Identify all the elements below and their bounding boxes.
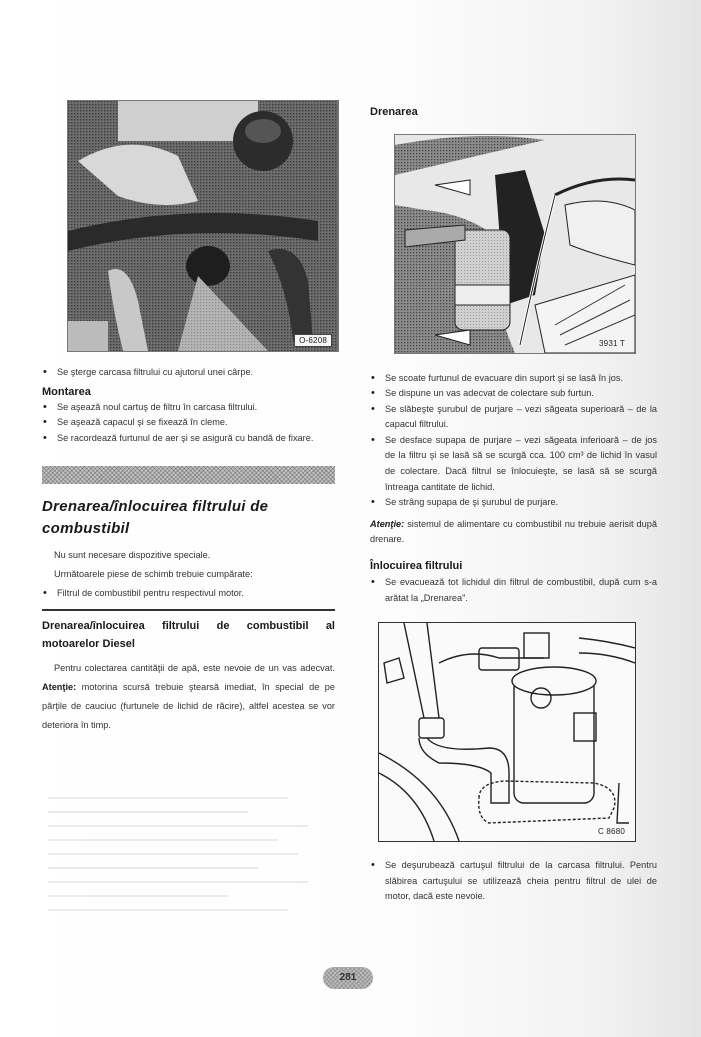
diesel-heading: Drenarea/înlocuirea filtrului de combustibil al motoarelor Diesel xyxy=(42,620,335,651)
montarea-list xyxy=(42,400,335,447)
page-number: 281 xyxy=(323,967,373,989)
drenarea-heading: Drenarea xyxy=(370,106,418,118)
bleed-through-text xyxy=(40,785,330,945)
inlocuirea-steps-1 xyxy=(370,575,657,606)
diesel-fuel-filter-line-drawing xyxy=(379,623,635,841)
fuel-filter-drain-figure xyxy=(394,134,636,354)
figure-code: C 8680 xyxy=(598,827,625,837)
section-divider-bar xyxy=(42,466,335,484)
figure-code: O-6208 xyxy=(294,334,332,347)
parts-list xyxy=(42,586,335,602)
section-title: Drenarea/înlocuirea filtrului de combustibil xyxy=(42,498,269,538)
attention-label: Atenţie: xyxy=(370,518,405,529)
diesel-filter-figure xyxy=(378,622,636,842)
figure-code: 3931 T xyxy=(599,339,625,348)
engine-bay-photo xyxy=(67,100,339,352)
engine-bay-illustration xyxy=(68,101,338,351)
list-item: • Se scoate furtunul de evacuare din suport şi se lasă în jos. xyxy=(370,370,657,386)
left-column xyxy=(42,100,335,735)
inlocuirea-heading: Înlocuirea filtrului xyxy=(370,559,463,572)
list-item: • Se slăbeşte şurubul de purjare – vezi săgeata superioară – de la capacul filtrului. xyxy=(370,402,657,433)
inlocuirea-steps-2 xyxy=(370,858,657,905)
list-item: • Se evacuează tot lichidul din filtrul de combustibil, după cum s-a arătat la „Drenarea". xyxy=(370,575,657,606)
wipe-list xyxy=(42,365,335,381)
list-item: • Se aşează noul cartuş de filtru în carcasa filtrului. xyxy=(42,400,335,416)
list-item: • Se desface supapa de purjare – vezi săgeata inferioară – de jos de la filtru şi se lasă să se scurgă cca. 100 cm³ de lichid în vasul de colectare. Dacă filtrul se înlocuieşte, se lasă să se scurgă întreaga cantitate de lichid. xyxy=(370,433,657,495)
diesel-paragraph: Pentru colectarea cantităţii de apă, este nevoie de un vas adecvat. Atenţie: motorina scursă trebuie ştearsă imediat, în special de pe părţile de cauciuc (furtunele de lichid de răcire), altfel acestea se vor deteriora în timp. xyxy=(42,663,335,731)
montarea-heading: Montarea xyxy=(42,385,91,398)
list-item: • Filtrul de combustibil pentru respectivul motor. xyxy=(42,586,335,602)
list-item: • Se deşurubează cartuşul filtrului de la carcasa filtrului. Pentru slăbirea cartuşului se utilizează cheia pentru filtrul de ulei de motor, dacă este nevoie. xyxy=(370,858,657,905)
list-item: • Se racordează furtunul de aer şi se asigură cu bandă de fixare. xyxy=(42,431,335,447)
right-column xyxy=(370,100,657,905)
drenarea-steps xyxy=(370,370,657,511)
section-intro-2: Următoarele piese de schimb trebuie cumpărate: xyxy=(54,568,253,579)
attention-label: Atenţie: xyxy=(42,682,77,693)
section-intro-1: Nu sunt necesare dispozitive speciale. xyxy=(54,550,211,561)
list-item: • Se strâng supapa de şi şurubul de purjare. xyxy=(370,495,657,511)
list-item: • Se şterge carcasa filtrului cu ajutorul unei cârpe. xyxy=(42,365,335,381)
fuel-filter-drain-illustration xyxy=(395,135,635,353)
drenarea-note: Atenţie: sistemul de alimentare cu combustibil nu trebuie aerisit după drenare. xyxy=(370,518,657,545)
list-item: • Se dispune un vas adecvat de colectare sub furtun. xyxy=(370,386,657,402)
list-item: • Se aşează capacul şi se fixează în cleme. xyxy=(42,415,335,431)
